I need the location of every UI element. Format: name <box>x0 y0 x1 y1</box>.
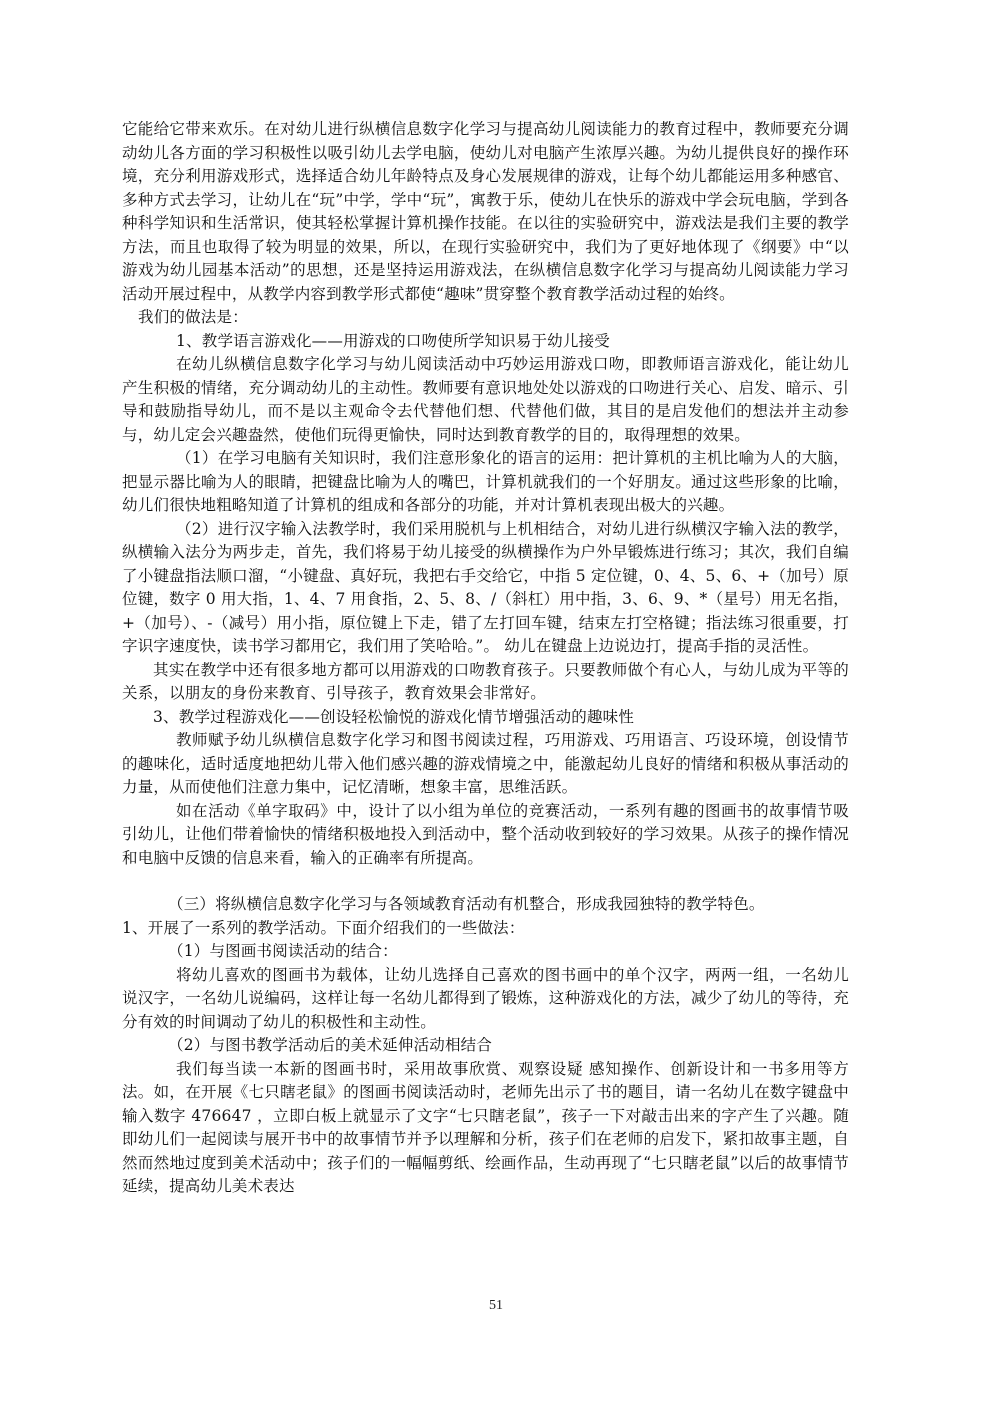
paragraph-picture-book-reading: 将幼儿喜欢的图画书为载体，让幼儿选择自己喜欢的图书画中的单个汉字，两两一组，一名幼儿说汉字，一名幼儿说编码，这样让每一名幼儿都得到了锻炼，这种游戏化的方法，减少了幼儿的等待，充分有效的时间调动了幼儿的积极性和主动性。 <box>122 965 849 1031</box>
paragraph-input-method: （2）进行汉字输入法教学时，我们采用脱机与上机相结合，对幼儿进行纵横汉字输入法的教学，纵横输入法分为两步走，首先，我们将易于幼儿接受的纵横操作为户外早锻炼进行练习；其次，我们自编了小键盘指法顺口溜，“小键盘、真好玩，我把右手交给它，中指 5 定位键，0、4、5、6、+（加号）原位键，数字 0 用大指，1、4、7 用食指，2、5、8、/（斜杠）用中指，3、6、9、*（星号）用无名指，+（加号）、-（减号）用小指，原位键上下走，错了左打回车键，结束左打空格键；指法练习很重要，打字识字速度快，读书学习都用它，我们用了笑哈哈。”。 幼儿在键盘上边说边打，提高手指的灵活性。 <box>122 519 849 655</box>
heading-section-three: （三）将纵横信息数字化学习与各领域教育活动有机整合，形成我园独特的教学特色。 <box>168 895 765 913</box>
paragraph-language-game: 在幼儿纵横信息数字化学习与幼儿阅读活动中巧妙运用游戏口吻，即教师语言游戏化，能让幼儿产生积极的情绪，充分调动幼儿的主动性。教师要有意识地处处以游戏的口吻进行关心、启发、暗示、引导和鼓励指导幼儿，而不是以主观命令去代替他们想、代替他们做，其目的是启发他们的想法并主动参与，幼儿定会兴趣盎然，使他们玩得更愉快，同时达到教育教学的目的，取得理想的效果。 <box>122 355 849 444</box>
page-number: 51 <box>489 1298 503 1313</box>
paragraph-art-extension: 我们每当读一本新的图画书时，采用故事欣赏、观察设疑 感知操作、创新设计和一书多用等方法。如，在开展《七只瞎老鼠》的图画书阅读活动时，老师先出示了书的题目，请一名幼儿在数字键盘中输入数字 476647 ，立即白板上就显示了文字“七只瞎老鼠”，孩子一下对敲击出来的字产生了兴趣。随即幼儿们一起阅读与展开书中的故事情节并予以理解和分析，孩子们在老师的启发下，紧扣故事主题，自然而然地过度到美术活动中；孩子们的一幅幅剪纸、绘画作品，生动再现了“七只瞎老鼠”以后的故事情节延续，提高幼儿美术表达 <box>122 1059 849 1195</box>
paragraph-game-tone: 其实在教学中还有很多地方都可以用游戏的口吻教育孩子。只要教师做个有心人，与幼儿成为平等的关系，以朋友的身份来教育、引导孩子，教育效果会非常好。 <box>122 660 849 702</box>
document-page <box>122 118 849 1199</box>
paragraph-reading-process: 教师赋予幼儿纵横信息数字化学习和图书阅读过程，巧用游戏、巧用语言、巧设环境，创设情节的趣味化，适时适度地把幼儿带入他们感兴趣的游戏情境之中，能激起幼儿良好的情绪和积极从事活动的力量，从而使他们注意力集中，记忆清晰，想象丰富，思维活跃。 <box>122 731 849 796</box>
paragraph-intro: 它能给它带来欢乐。在对幼儿进行纵横信息数字化学习与提高幼儿阅读能力的教育过程中，教师要充分调动幼儿各方面的学习积极性以吸引幼儿去学电脑，使幼儿对电脑产生浓厚兴趣。为幼儿提供良好的操作环境，充分利用游戏形式，选择适合幼儿年龄特点及身心发展规律的游戏，让每个幼儿都能运用多种感官、多种方式去学习，让幼儿在“玩”中学，学中“玩”，寓教于乐，使幼儿在快乐的游戏中学会玩电脑，学到各种科学知识和生活常识，使其轻松掌握计算机操作技能。在以往的实验研究中，游戏法是我们主要的教学方法，而且也取得了较为明显的效果，所以，在现行实验研究中，我们为了更好地体现了《纲要》中“以游戏为幼儿园基本活动”的思想，还是坚持运用游戏法，在纵横信息数字化学习与提高幼儿阅读能力学习活动开展过程中，从教学内容到教学形式都使“趣味”贯穿整个教育教学活动过程的始终。 <box>122 120 849 303</box>
heading-art-extension: （2）与图书教学活动后的美术延伸活动相结合 <box>168 1036 493 1054</box>
heading-teaching-language: 1、教学语言游戏化——用游戏的口吻使所学知识易于幼儿接受 <box>176 331 610 350</box>
heading-picture-book-reading: （1）与图画书阅读活动的结合： <box>168 942 398 960</box>
heading-teaching-process: 3、教学过程游戏化——创设轻松愉悦的游戏化情节增强活动的趣味性 <box>153 707 635 726</box>
paragraph-activities-intro: 1、开展了一系列的教学活动。下面介绍我们的一些做法： <box>122 918 525 937</box>
paragraph-single-char-activity: 如在活动《单字取码》中，设计了以小组为单位的竞赛活动，一系列有趣的图画书的故事情节吸引幼儿，让他们带着愉快的情绪积极地投入到活动中，整个活动收到较好的学习效果。从孩子的操作情况和电脑中反馈的信息来看，输入的正确率有所提高。 <box>122 801 849 867</box>
paragraph-our-approach: 我们的做法是： <box>138 308 248 326</box>
paragraph-gap <box>122 870 849 893</box>
paragraph-computer-metaphor: （1）在学习电脑有关知识时，我们注意形象化的语言的运用：把计算机的主机比喻为人的大脑，把显示器比喻为人的眼睛，把键盘比喻为人的嘴巴，计算机就我们的一个好朋友。通过这些形象的比喻，幼儿们很快地粗略知道了计算机的组成和各部分的功能，并对计算机表现出极大的兴趣。 <box>122 449 849 514</box>
